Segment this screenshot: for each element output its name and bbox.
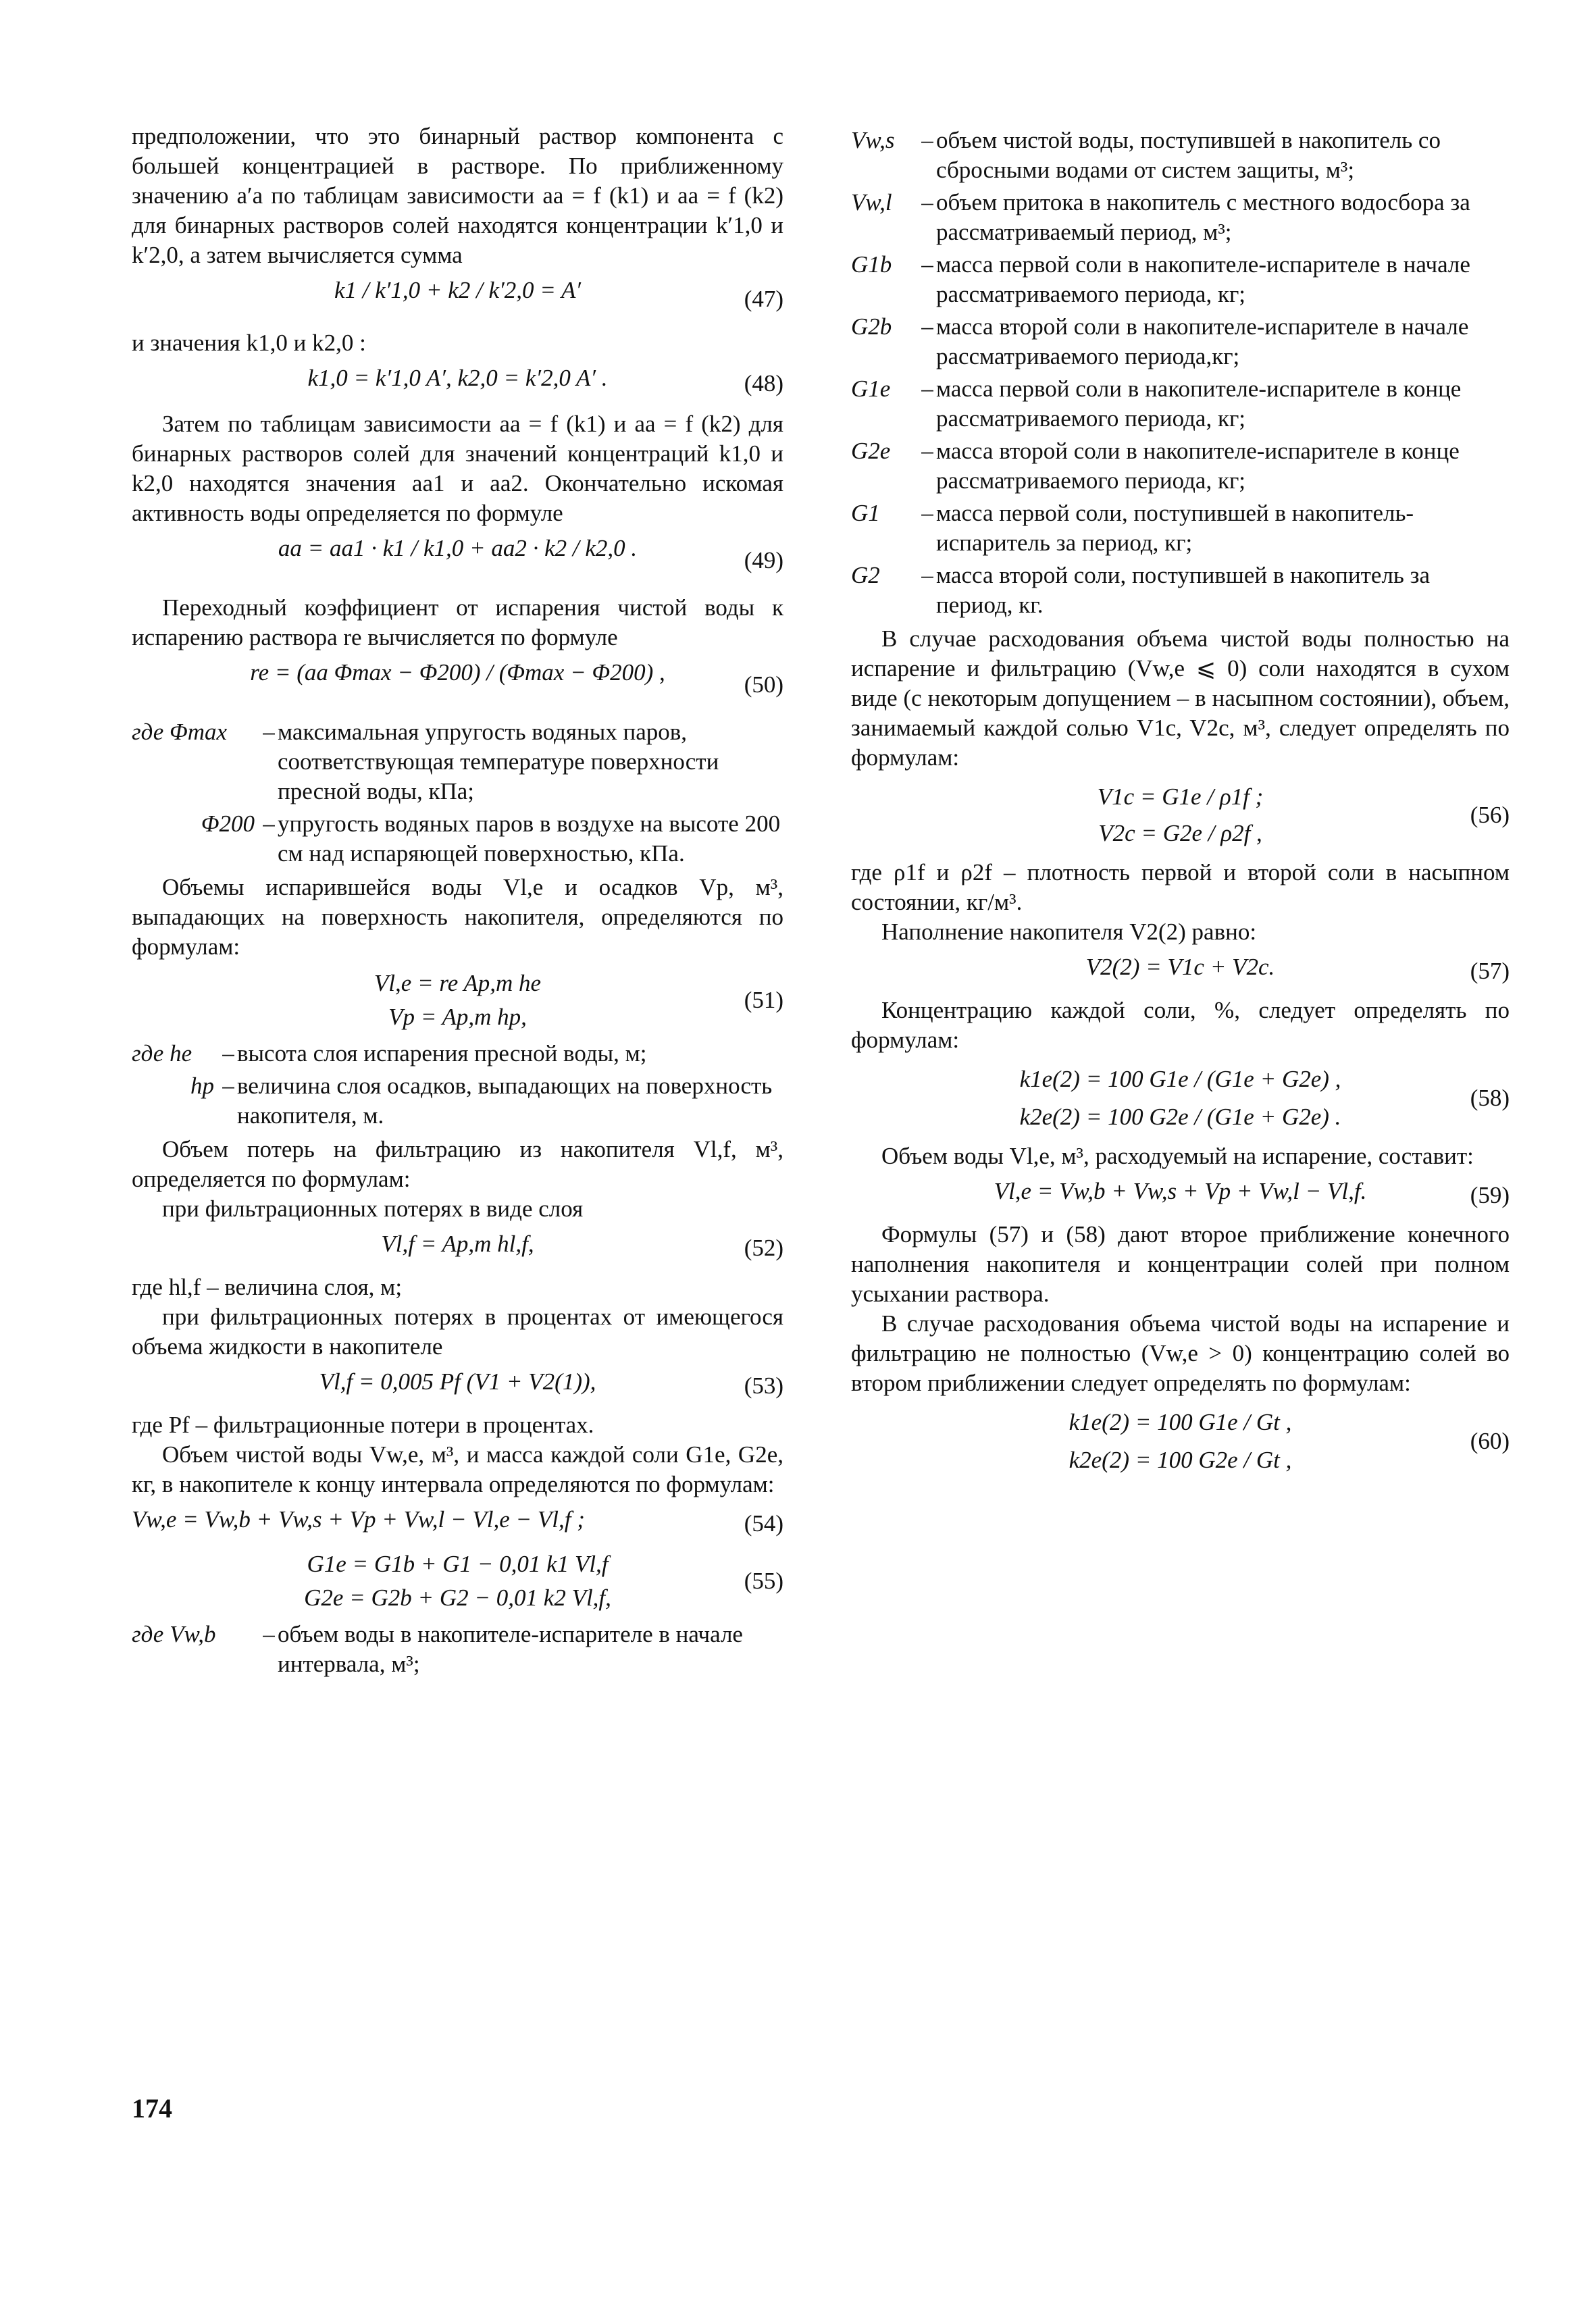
definition-item: G1b – масса первой соли в накопителе-испарителе в начале рассматриваемого периода, кг; [851, 251, 1470, 307]
formula-49: aa = aa1 · k1 / k1,0 + aa2 · k2 / k2,0 . (49) [278, 535, 783, 573]
formula-56: V1c = G1e / ρ1f ; V2c = G2e / ρ2f , (56) [1097, 783, 1510, 846]
formula-52: Vl,f = Ap,m hl,f, (52) [381, 1231, 783, 1261]
paragraph: Затем по таблицам зависимости aa = f (k1) и aa = f (k2) для бинарных растворов солей для значений концентраций k1,0 и k2,0 находятся значения aa1 и aa2. Окончательно искомая активность воды определяется по формуле [132, 411, 783, 526]
definition-item: G2b – масса второй соли в накопителе-испарителе в начале рассматриваемого периода,кг; [851, 313, 1469, 369]
formula-58: k1e(2) = 100 G1e / (G1e + G2e) , k2e(2) = 100 G2e / (G1e + G2e) . (58) [1019, 1066, 1510, 1130]
paragraph: при фильтрационных потерях в виде слоя [162, 1195, 584, 1222]
paragraph: Переходный коэффициент от испарения чистой воды к испарению раствора re вычисляется по формуле [132, 594, 783, 650]
paragraph: где hl,f – величина слоя, м; [132, 1274, 403, 1300]
paragraph: предположении, что это бинарный раствор компонента с большей концентрацией в растворе. По приближенному значению a′a по таблицам зависимости aa = f (k1) и aa = f (k2) для бинарных растворов солей находятся концентрации k′1,0 и k′2,0, а затем вычисляется сумма [132, 123, 783, 268]
formula-51: Vl,e = re Ap,m he Vp = Ap,m hp, (51) [374, 970, 783, 1030]
formula-50: re = (aa Φmax − Φ200) / (Φmax − Φ200) , (50) [250, 659, 783, 698]
paragraph: при фильтрационных потерях в процентах от имеющегося объема жидкости в накопителе [132, 1304, 783, 1360]
paragraph: Объем воды Vl,e, м³, расходуемый на испарение, составит: [881, 1143, 1474, 1169]
definition-item: где Φmax – максимальная упругость водяных паров, соответствующая температуре поверхности пресной воды, кПа; [132, 719, 719, 804]
paragraph: Наполнение накопителя V2(2) равно: [881, 919, 1257, 945]
formula-53: Vl,f = 0,005 Pf (V1 + V2(1)), (53) [319, 1368, 783, 1399]
page-number: 174 [132, 2093, 172, 2124]
definition-list [132, 717, 783, 869]
definition-list [132, 1620, 783, 1679]
definition-item: где he – высота слоя испарения пресной воды, м; [132, 1040, 647, 1066]
definition-item: Φ200 – упругость водяных паров в воздухе на высоте 200 см над испаряющей поверхностью, кПа. [201, 811, 781, 867]
left-column [132, 122, 783, 1683]
right-column [851, 122, 1510, 1485]
definition-item: G1e – масса первой соли в накопителе-испарителе в конце рассматриваемого периода, кг; [851, 376, 1462, 432]
definition-item: G1 – масса первой соли, поступившей в накопитель-испаритель за период, кг; [851, 500, 1414, 556]
definition-item: где Vw,b – объем воды в накопителе-испарителе в начале интервала, м³; [132, 1621, 743, 1677]
definition-list [132, 1039, 783, 1131]
paragraph: Концентрацию каждой соли, %, следует определять по формулам: [851, 997, 1510, 1053]
paragraph: Объем чистой воды Vw,e, м³, и масса каждой соли G1e, G2e, кг, в накопителе к концу интервала определяются по формулам: [132, 1441, 783, 1497]
paragraph: и значения k1,0 и k2,0 : [132, 330, 366, 356]
paragraph: Объем потерь на фильтрацию из накопителя Vl,f, м³, определяется по формулам: [132, 1136, 783, 1192]
paragraph: где Pf – фильтрационные потери в процентах. [132, 1412, 594, 1438]
definition-item: hp – величина слоя осадков, выпадающих на поверхность накопителя, м. [190, 1073, 773, 1129]
definition-item: G2 – масса второй соли, поступившей в накопитель за период, кг. [851, 562, 1430, 618]
formula-48: k1,0 = k′1,0 A′, k2,0 = k′2,0 A′ . (48) [307, 365, 783, 396]
definition-item: G2e – масса второй соли в накопителе-испарителе в конце рассматриваемого периода, кг; [851, 438, 1460, 494]
formula-59: Vl,e = Vw,b + Vw,s + Vp + Vw,l − Vl,f. (59) [994, 1178, 1510, 1208]
paragraph: где ρ1f и ρ2f – плотность первой и второй соли в насыпном состоянии, кг/м³. [851, 859, 1510, 915]
definition-item: Vw,s – объем чистой воды, поступившей в накопитель со сбросными водами от систем защиты, м³; [851, 127, 1441, 183]
formula-60: k1e(2) = 100 G1e / Gt , k2e(2) = 100 G2e / Gt , (60) [1069, 1409, 1510, 1473]
paragraph: В случае расходования объема чистой воды на испарение и фильтрацию не полностью (Vw,e > 0) концентрацию солей во втором приближении следует определять по формулам: [851, 1310, 1510, 1396]
formula-57: V2(2) = V1c + V2c. (57) [1085, 954, 1510, 984]
paragraph: Объемы испарившейся воды Vl,e и осадков Vp, м³, выпадающих на поверхность накопителя, определяются по формулам: [132, 874, 783, 960]
definition-item: Vw,l – объем притока в накопитель с местного водосбора за рассматриваемый период, м³; [851, 189, 1470, 245]
formula-54: Vw,e = Vw,b + Vw,s + Vp + Vw,l − Vl,e − Vl,f ; (54) [132, 1506, 783, 1537]
definition-list [851, 126, 1510, 620]
formula-47: k1 / k′1,0 + k2 / k′2,0 = A′ (47) [334, 277, 783, 312]
paragraph: В случае расходования объема чистой воды полностью на испарение и фильтрацию (Vw,e ⩽ 0) соли находятся в сухом виде (с некоторым допущением – в насыпном состоянии), объем, занимаемый каждой солью V1c, V2c, м³, следует определять по формулам: [851, 625, 1510, 771]
paragraph: Формулы (57) и (58) дают второе приближение конечного наполнения накопителя и концентрации солей при полном усыхании раствора. [851, 1221, 1510, 1307]
formula-55: G1e = G1b + G1 − 0,01 k1 Vl,f G2e = G2b + G2 − 0,01 k2 Vl,f, (55) [304, 1551, 783, 1611]
